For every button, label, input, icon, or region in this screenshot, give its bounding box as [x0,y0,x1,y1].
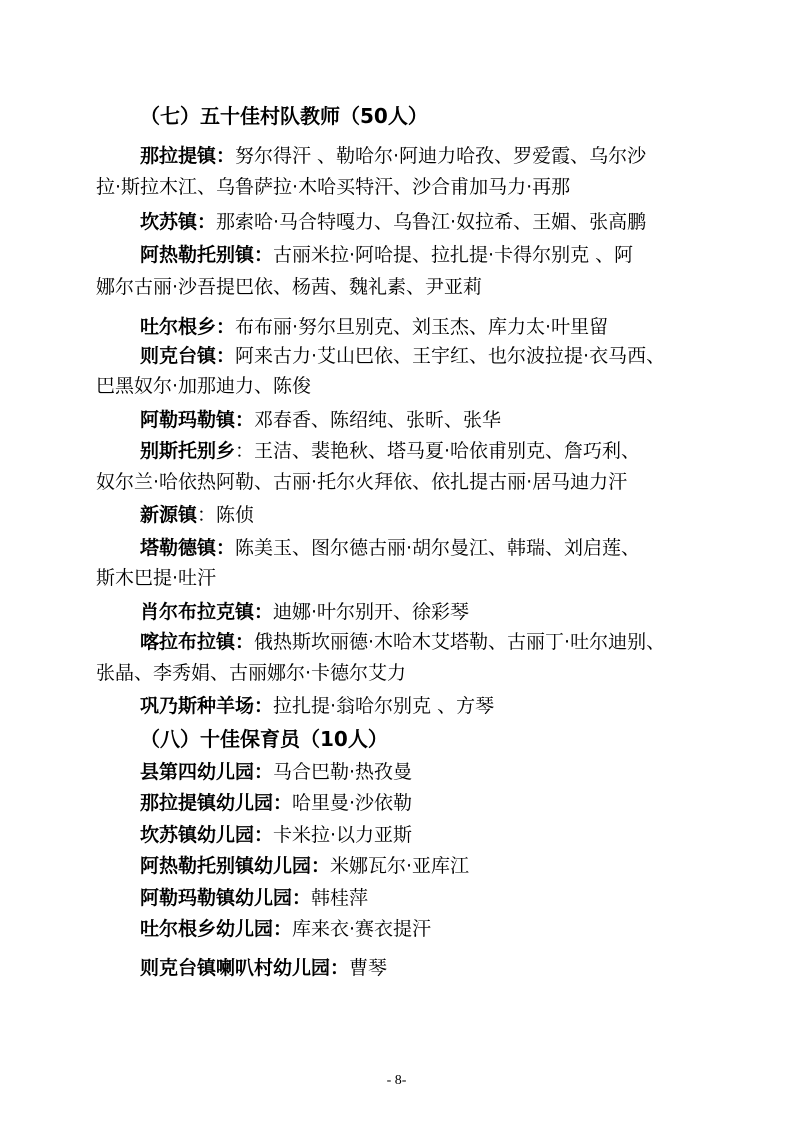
entry-names: 马合巴勒·热孜曼 [273,761,413,783]
entry-label: 则克台镇： [140,345,236,367]
entry-label: 新源镇 [140,504,198,526]
entry [140,851,760,881]
entry-label: 吐尔根乡幼儿园： [140,918,293,940]
entry [140,820,760,850]
entry [140,436,760,466]
entry-label: 阿勒玛勒镇幼儿园： [140,887,312,909]
entry-continuation: 娜尔古丽·沙吾提巴依、杨茜、魏礼素、尹亚莉 [96,276,483,298]
entry-label: 别斯托别乡 [140,440,236,462]
entry [140,788,760,818]
section-heading: （七）五十佳村队教师（50人） [140,104,428,128]
entry-names: 库来衣·赛衣提汗 [292,918,432,940]
entry-continuation: 奴尔兰·哈依热阿勒、古丽·托尔火拜依、依扎提古丽·居马迪力汗 [96,471,628,493]
entry-names: 努尔得汗 、勒哈尔·阿迪力哈孜、罗爱霞、乌尔沙 [235,145,647,167]
entry [140,914,760,944]
entry-names: 布布丽·努尔旦别克、刘玉杰、库力太·叶里留 [235,316,609,338]
entry-label: 坎苏镇幼儿园： [140,824,274,846]
entry [140,533,760,563]
entry-continuation: 巴黑奴尔·加那迪力、陈俊 [96,375,312,397]
entry-label: 那拉提镇： [140,145,236,167]
entry-label: 阿勒玛勒镇： [140,409,255,431]
entry-label: 喀拉布拉镇： [140,631,255,653]
entry-label: 肖尔布拉克镇： [140,601,274,623]
section-heading: （八）十佳保育员（10人） [140,727,388,751]
entry-label: 阿热勒托别镇： [140,244,274,266]
entry-names: 韩桂萍 [311,887,369,909]
entry [140,627,760,657]
entry-label: 县第四幼儿园： [140,761,274,783]
entry-label: 坎苏镇： [140,211,217,233]
entry-names: 陈美玉、图尔德古丽·胡尔曼江、韩瑞、刘启莲、 [235,537,641,559]
entry-label: 巩乃斯种羊场： [140,695,274,717]
entry-names: 古丽米拉·阿哈提、拉扎提·卡得尔别克 、阿 [273,244,634,266]
entry [140,405,760,435]
entry-label: 那拉提镇幼儿园： [140,792,293,814]
entry [140,312,760,342]
entry-names: 阿来古力·艾山巴依、王宇红、也尔波拉提·衣马西、 [235,345,666,367]
entry [140,691,760,721]
entry-names: 哈里曼·沙依勒 [292,792,413,814]
entry-names: ：陈侦 [197,504,255,526]
page-number: - 8- [386,1073,407,1088]
entry-continuation: 拉·斯拉木江、乌鲁萨拉·木哈买特汗、沙合甫加马力·再那 [96,176,571,198]
entry-label: 塔勒德镇： [140,537,236,559]
entry-names: 那索哈·马合特嘎力、乌鲁江·奴拉希、王媚、张高鹏 [216,211,647,233]
entry-label: 吐尔根乡： [140,316,236,338]
entry [140,757,760,787]
entry [140,953,760,983]
entry-label: 阿热勒托别镇幼儿园： [140,855,331,877]
entry-names: 曹琴 [349,957,388,979]
entry [140,883,760,913]
entry-names: 米娜瓦尔·亚库江 [330,855,470,877]
entry-names: ：王洁、裴艳秋、塔马夏·哈依甫别克、詹巧利、 [235,440,641,462]
entry-names: 邓春香、陈绍纯、张昕、张华 [254,409,502,431]
entry [140,240,760,270]
entry-names: 俄热斯坎丽德·木哈木艾塔勒、古丽丁·吐尔迪别、 [254,631,666,653]
entry-continuation: 张晶、李秀娟、古丽娜尔·卡德尔艾力 [96,662,407,684]
entry [140,207,760,237]
entry [140,141,760,171]
entry [140,500,760,530]
entry-names: 卡米拉·以力亚斯 [273,824,413,846]
entry [140,597,760,627]
entry-names: 拉扎提·翁哈尔别克 、方琴 [273,695,495,717]
entry-continuation: 斯木巴提·吐汗 [96,567,217,589]
entry-label: 则克台镇喇叭村幼儿园： [140,957,350,979]
entry-names: 迪娜·叶尔别开、徐彩琴 [273,601,470,623]
entry [140,341,760,371]
